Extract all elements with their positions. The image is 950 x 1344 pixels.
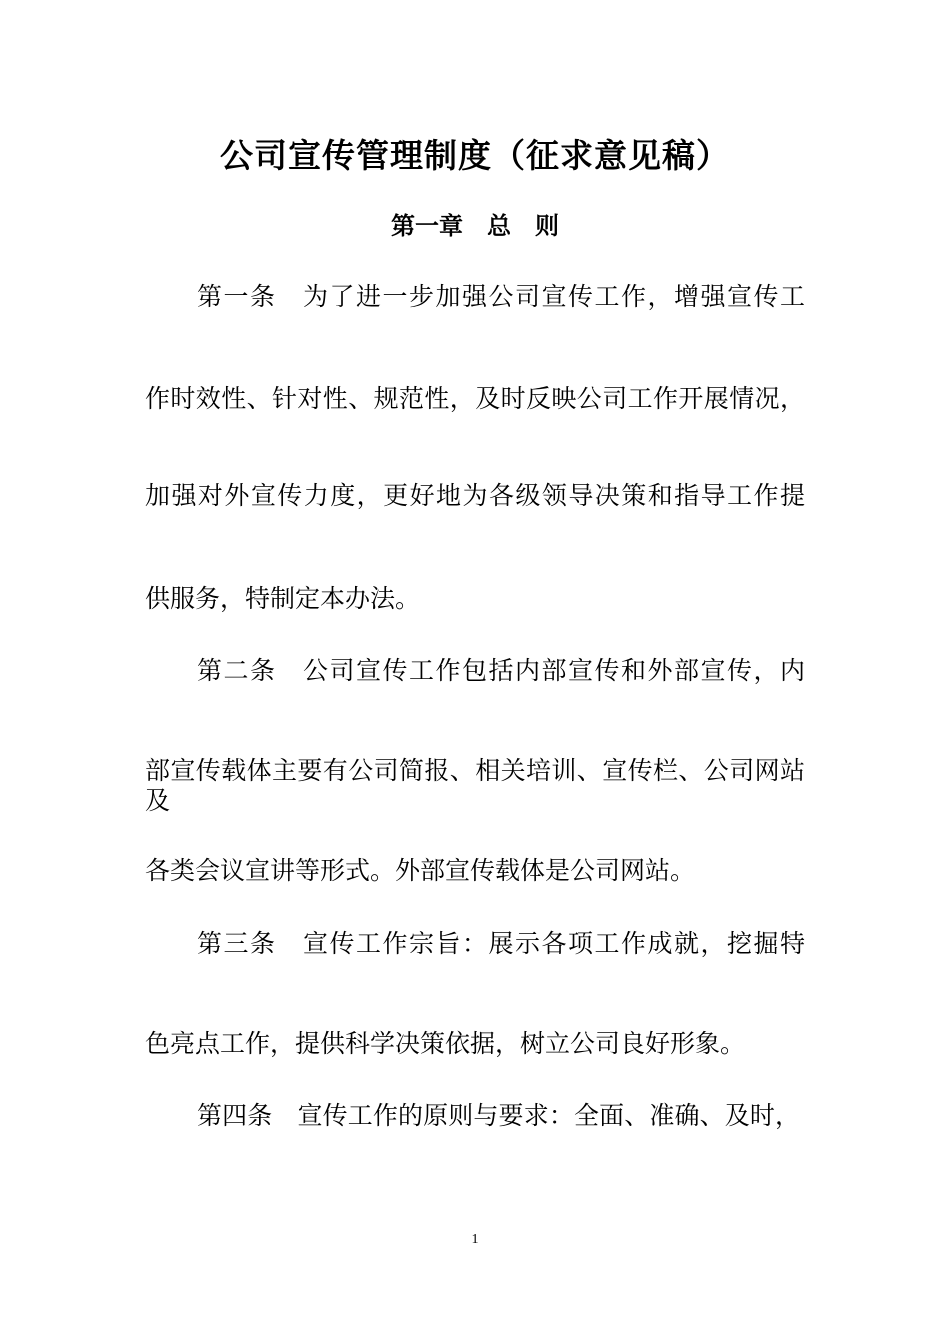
- article-2-line-2: 部宣传载体主要有公司简报、相关培训、宣传栏、公司网站及: [145, 758, 805, 815]
- article-1-line-3: 加强对外宣传力度，更好地为各级领导决策和指导工作提: [145, 483, 805, 510]
- article-1-line-4: 供服务，特制定本办法。: [145, 586, 421, 613]
- article-2-line-3: 各类会议宣讲等形式。外部宣传载体是公司网站。: [145, 858, 696, 885]
- article-1-line-1: 第一条 为了进一步加强公司宣传工作，增强宣传工: [197, 284, 805, 311]
- article-2-line-1: 第二条 公司宣传工作包括内部宣传和外部宣传，内: [197, 658, 805, 685]
- chapter-heading: 第一章 总 则: [391, 212, 559, 240]
- article-3-line-1: 第三条 宣传工作宗旨：展示各项工作成就，挖掘特: [197, 931, 805, 958]
- article-4-line-1: 第四条 宣传工作的原则与要求：全面、准确、及时，: [197, 1103, 800, 1130]
- page-number: 1: [471, 1232, 479, 1247]
- article-3-line-2: 色亮点工作，提供科学决策依据，树立公司良好形象。: [145, 1031, 746, 1058]
- document-title: 公司宣传管理制度（征求意见稿）: [220, 136, 730, 175]
- article-1-line-2: 作时效性、针对性、规范性，及时反映公司工作开展情况，: [145, 386, 805, 413]
